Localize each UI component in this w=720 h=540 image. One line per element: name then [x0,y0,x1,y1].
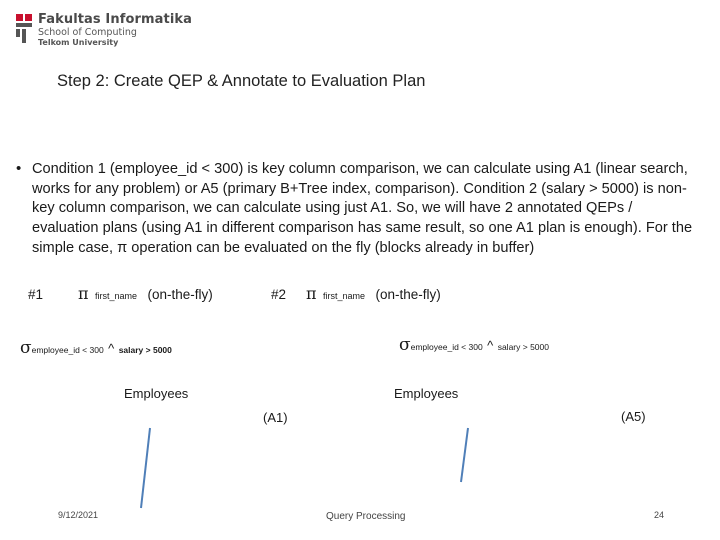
plan1-selection-cond-b: salary > 5000 [118,345,172,355]
plan1-selection-cond-a: employee_id < 300 [31,345,104,355]
plan1-sigma-symbol: σ [20,338,32,358]
plan2-selection-cond-b: salary > 5000 [497,342,549,352]
plan2-annotation: (A5) [621,409,646,424]
plan1-label: #1 [28,287,44,302]
page-number: 24 [654,510,665,520]
bullet-icon: • [16,160,22,177]
plan2-relation: Employees [394,386,459,401]
logo-school: School of Computing [38,27,137,38]
plan2-selection-cond-a: employee_id < 300 [410,342,483,352]
footer-title: Query Processing [326,511,406,522]
slide-title: Step 2: Create QEP & Annotate to Evaluation Plan [57,72,426,90]
logo-university: Telkom University [38,38,119,47]
plan1-annotation: (A1) [263,410,288,425]
plan1-pi-symbol: π [78,284,89,303]
plan1-projection-note: (on-the-fly) [147,287,213,302]
bullet-paragraph: Condition 1 (employee_id < 300) is key column comparison, we can calculate using A1 (linear search, works for any problem) or A5 (primary B+Tree index, comparison). Condition 2 (salary > 5000) is non-key column comparison, we can calculate using just A1. So, we will have 2 annotated QEPs / evaluation plans (using A1 in different comparison has same result, so one A1 plan is enough). For the simple case, π operation can be evaluated on the fly (blocks already in buffer) [32,161,693,256]
logo-institution: Fakultas Informatika [38,12,192,27]
plan2-pi-symbol: π [306,284,317,303]
plan2-and-symbol: ^ [487,338,494,353]
footer-date: 9/12/2021 [58,510,99,520]
plan1-relation: Employees [124,386,189,401]
plan1-projection-attr: first_name [94,291,137,301]
plan1-and-symbol: ^ [108,341,115,356]
plan2-projection-note: (on-the-fly) [375,287,441,302]
plan1-edge [141,428,150,508]
plan2-projection-attr: first_name [322,291,365,301]
plan2-sigma-symbol: σ [399,335,411,355]
plan2-edge [461,428,468,482]
plan2-label: #2 [271,287,287,302]
